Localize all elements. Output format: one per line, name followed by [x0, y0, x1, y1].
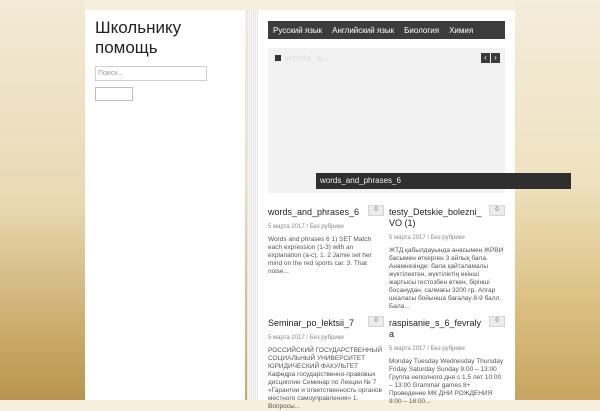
comment-count-badge[interactable]: 0 — [368, 316, 384, 327]
background-right — [515, 0, 600, 400]
post-excerpt: Words and phrases 6 1) SET Match each expression (1-3) with an explanation (a-c). 1. 2 Jamie set her mind on the red sports car. 3. That noise... — [268, 236, 372, 275]
nav-item-chemistry[interactable]: Химия — [449, 25, 474, 35]
divider-strip — [247, 10, 258, 400]
main-nav — [268, 21, 505, 39]
slider-indicator[interactable] — [275, 55, 281, 61]
post-excerpt: Monday Tuesday Wednesday Thursday Friday Saturday Sunday 9:00 – 13:00 Группа неполного дня с 1,5 лет 10:00 – 13:00 Grammar games 8+ Проведение МК ДНИ РОЖДЕНИЯ 9:00 – 18:00... — [389, 358, 504, 405]
post-excerpt: ЖТД қабылдауында анасымен ЖРВИ басымен өткерген 3 айлық бала. Анамнезінде: бала қайталамалы жүктілектен, жүктіліктің екінші жартысы гестозбен өткен, біріншi босанудан, салмағы 3200 гр. Апгар шкаласы бойынша бағалау 8-9 балл. Бала... — [389, 247, 504, 310]
post-meta: 5 марта 2017 / Без рубрики — [389, 346, 465, 352]
search-input[interactable] — [95, 66, 207, 81]
post-card — [268, 207, 384, 276]
slide-caption[interactable]: words_and_phrases_6 — [316, 173, 571, 189]
nav-item-russian[interactable]: Русский язык — [273, 25, 323, 35]
slider-next-button[interactable]: › — [491, 53, 500, 63]
post-meta: 5 марта 2017 / Без рубрики — [268, 224, 344, 230]
comment-count-badge[interactable]: 0 — [489, 205, 505, 216]
comment-count-badge[interactable]: 0 — [489, 316, 505, 327]
search-button[interactable] — [95, 87, 133, 101]
post-title[interactable]: Seminar_po_lektsii_7 — [268, 318, 355, 328]
post-card — [268, 318, 384, 411]
post-card — [389, 318, 505, 406]
site-title[interactable]: Школьнику помощь — [95, 18, 182, 57]
sidebar — [85, 10, 245, 400]
featured-slider[interactable] — [268, 48, 505, 193]
post-meta: 5 марта 2017 / Без рубрики — [268, 335, 344, 341]
slider-prev-button[interactable]: ‹ — [481, 53, 490, 63]
main-content — [258, 10, 515, 410]
post-meta: 5 марта 2017 / Без рубрики — [389, 235, 465, 241]
post-title[interactable]: words_and_phrases_6 — [268, 207, 360, 217]
comment-count-badge[interactable]: 0 — [368, 205, 384, 216]
post-excerpt: РОССИЙСКИЙ ГОСУДАРСТВЕННЫЙ СОЦИАЛЬНЫЙ УНИВЕРСИТЕТ ЮРИДИЧЕСКИЙ ФАКУЛЬТЕТ Кафедра государственно-правовых дисциплин Семинар по Лекции № 7 «Гарантии и ответственность органов местного самоуправления» 1. Вопросы... — [268, 347, 383, 410]
post-title[interactable]: testy_Detskie_bolezni_VO (1) — [389, 207, 482, 228]
post-title[interactable]: raspisanie_s_6_fevralya — [389, 318, 482, 339]
slider-faint-title: words_a... — [285, 53, 330, 63]
nav-item-english[interactable]: Английский язык — [332, 25, 395, 35]
post-card — [389, 207, 505, 311]
background-left — [0, 0, 85, 400]
nav-item-biology[interactable]: Биология — [404, 25, 440, 35]
